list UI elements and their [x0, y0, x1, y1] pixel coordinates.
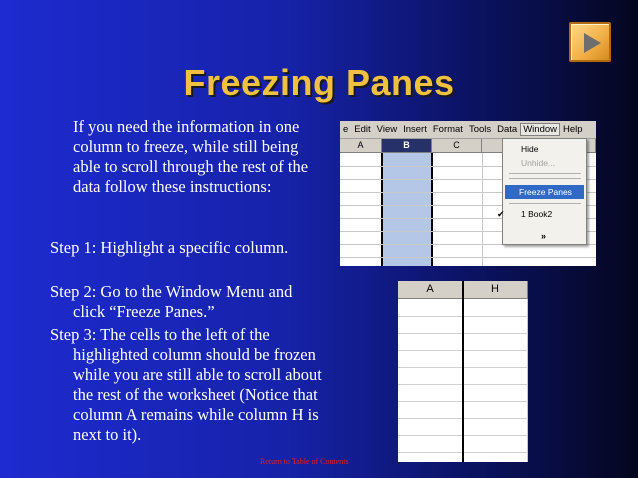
menu-separator [509, 203, 581, 204]
menu-view[interactable]: View [376, 124, 398, 135]
menu-insert[interactable]: Insert [403, 124, 427, 135]
column-header-a[interactable]: A [398, 281, 463, 299]
intro-text: If you need the information in one column to freeze, while still being able to scroll through the rest of the data follow these instructions: [73, 117, 309, 196]
menu-item-hide[interactable]: Hide [521, 144, 539, 154]
menu-file-fragment[interactable]: e [343, 124, 349, 135]
menu-data[interactable]: Data [497, 124, 518, 135]
menu-separator [509, 173, 581, 174]
grid-column-c [433, 153, 483, 266]
checkmark-icon: ✔ [497, 209, 505, 219]
window-menu-dropdown [497, 138, 587, 245]
next-arrow-icon [584, 33, 601, 53]
column-header-b[interactable]: B [382, 139, 432, 153]
excel-frozen-panes-screenshot [398, 281, 528, 462]
excel-window-menu-screenshot [340, 121, 596, 266]
grid-column-line [527, 299, 528, 462]
next-slide-button[interactable] [569, 22, 611, 62]
step-1-text: Step 1: Highlight a specific column. [50, 238, 289, 257]
column-header-c[interactable]: C [432, 139, 482, 153]
step-3-text: Step 3: The cells to the left of the highlighted column should be frozen while you are still able to scroll about the rest of the worksheet (Notice that column A remains while column H is next to it). [50, 325, 322, 444]
column-header-a[interactable]: A [340, 139, 382, 153]
menu-item-book2-label: 1 Book2 [521, 209, 553, 219]
menu-item-book2[interactable] [497, 207, 583, 221]
slide-title: Freezing Panes [183, 62, 455, 103]
menu-window[interactable]: Window [520, 123, 560, 136]
expand-menu-chevron-icon[interactable]: » [541, 231, 547, 241]
menu-help[interactable]: Help [563, 124, 583, 135]
menu-format[interactable]: Format [432, 124, 463, 135]
menu-item-unhide[interactable]: Unhide... [521, 158, 556, 168]
excel-menubar [340, 121, 596, 139]
return-to-toc-link[interactable]: Return to Table of Contents [260, 457, 349, 466]
column-header-h[interactable]: H [463, 281, 528, 299]
step-2-text: Step 2: Go to the Window Menu and click “Freeze Panes.” [50, 282, 293, 321]
grid-column-b-selected[interactable] [381, 153, 433, 266]
menu-separator [509, 178, 581, 179]
grid-column-a [340, 153, 383, 266]
menu-edit[interactable]: Edit [354, 124, 371, 135]
menu-tools[interactable]: Tools [468, 124, 492, 135]
freeze-pane-divider[interactable] [462, 281, 464, 462]
grid-row-line [340, 257, 596, 258]
menu-item-freeze-panes[interactable]: Freeze Panes [505, 185, 584, 199]
